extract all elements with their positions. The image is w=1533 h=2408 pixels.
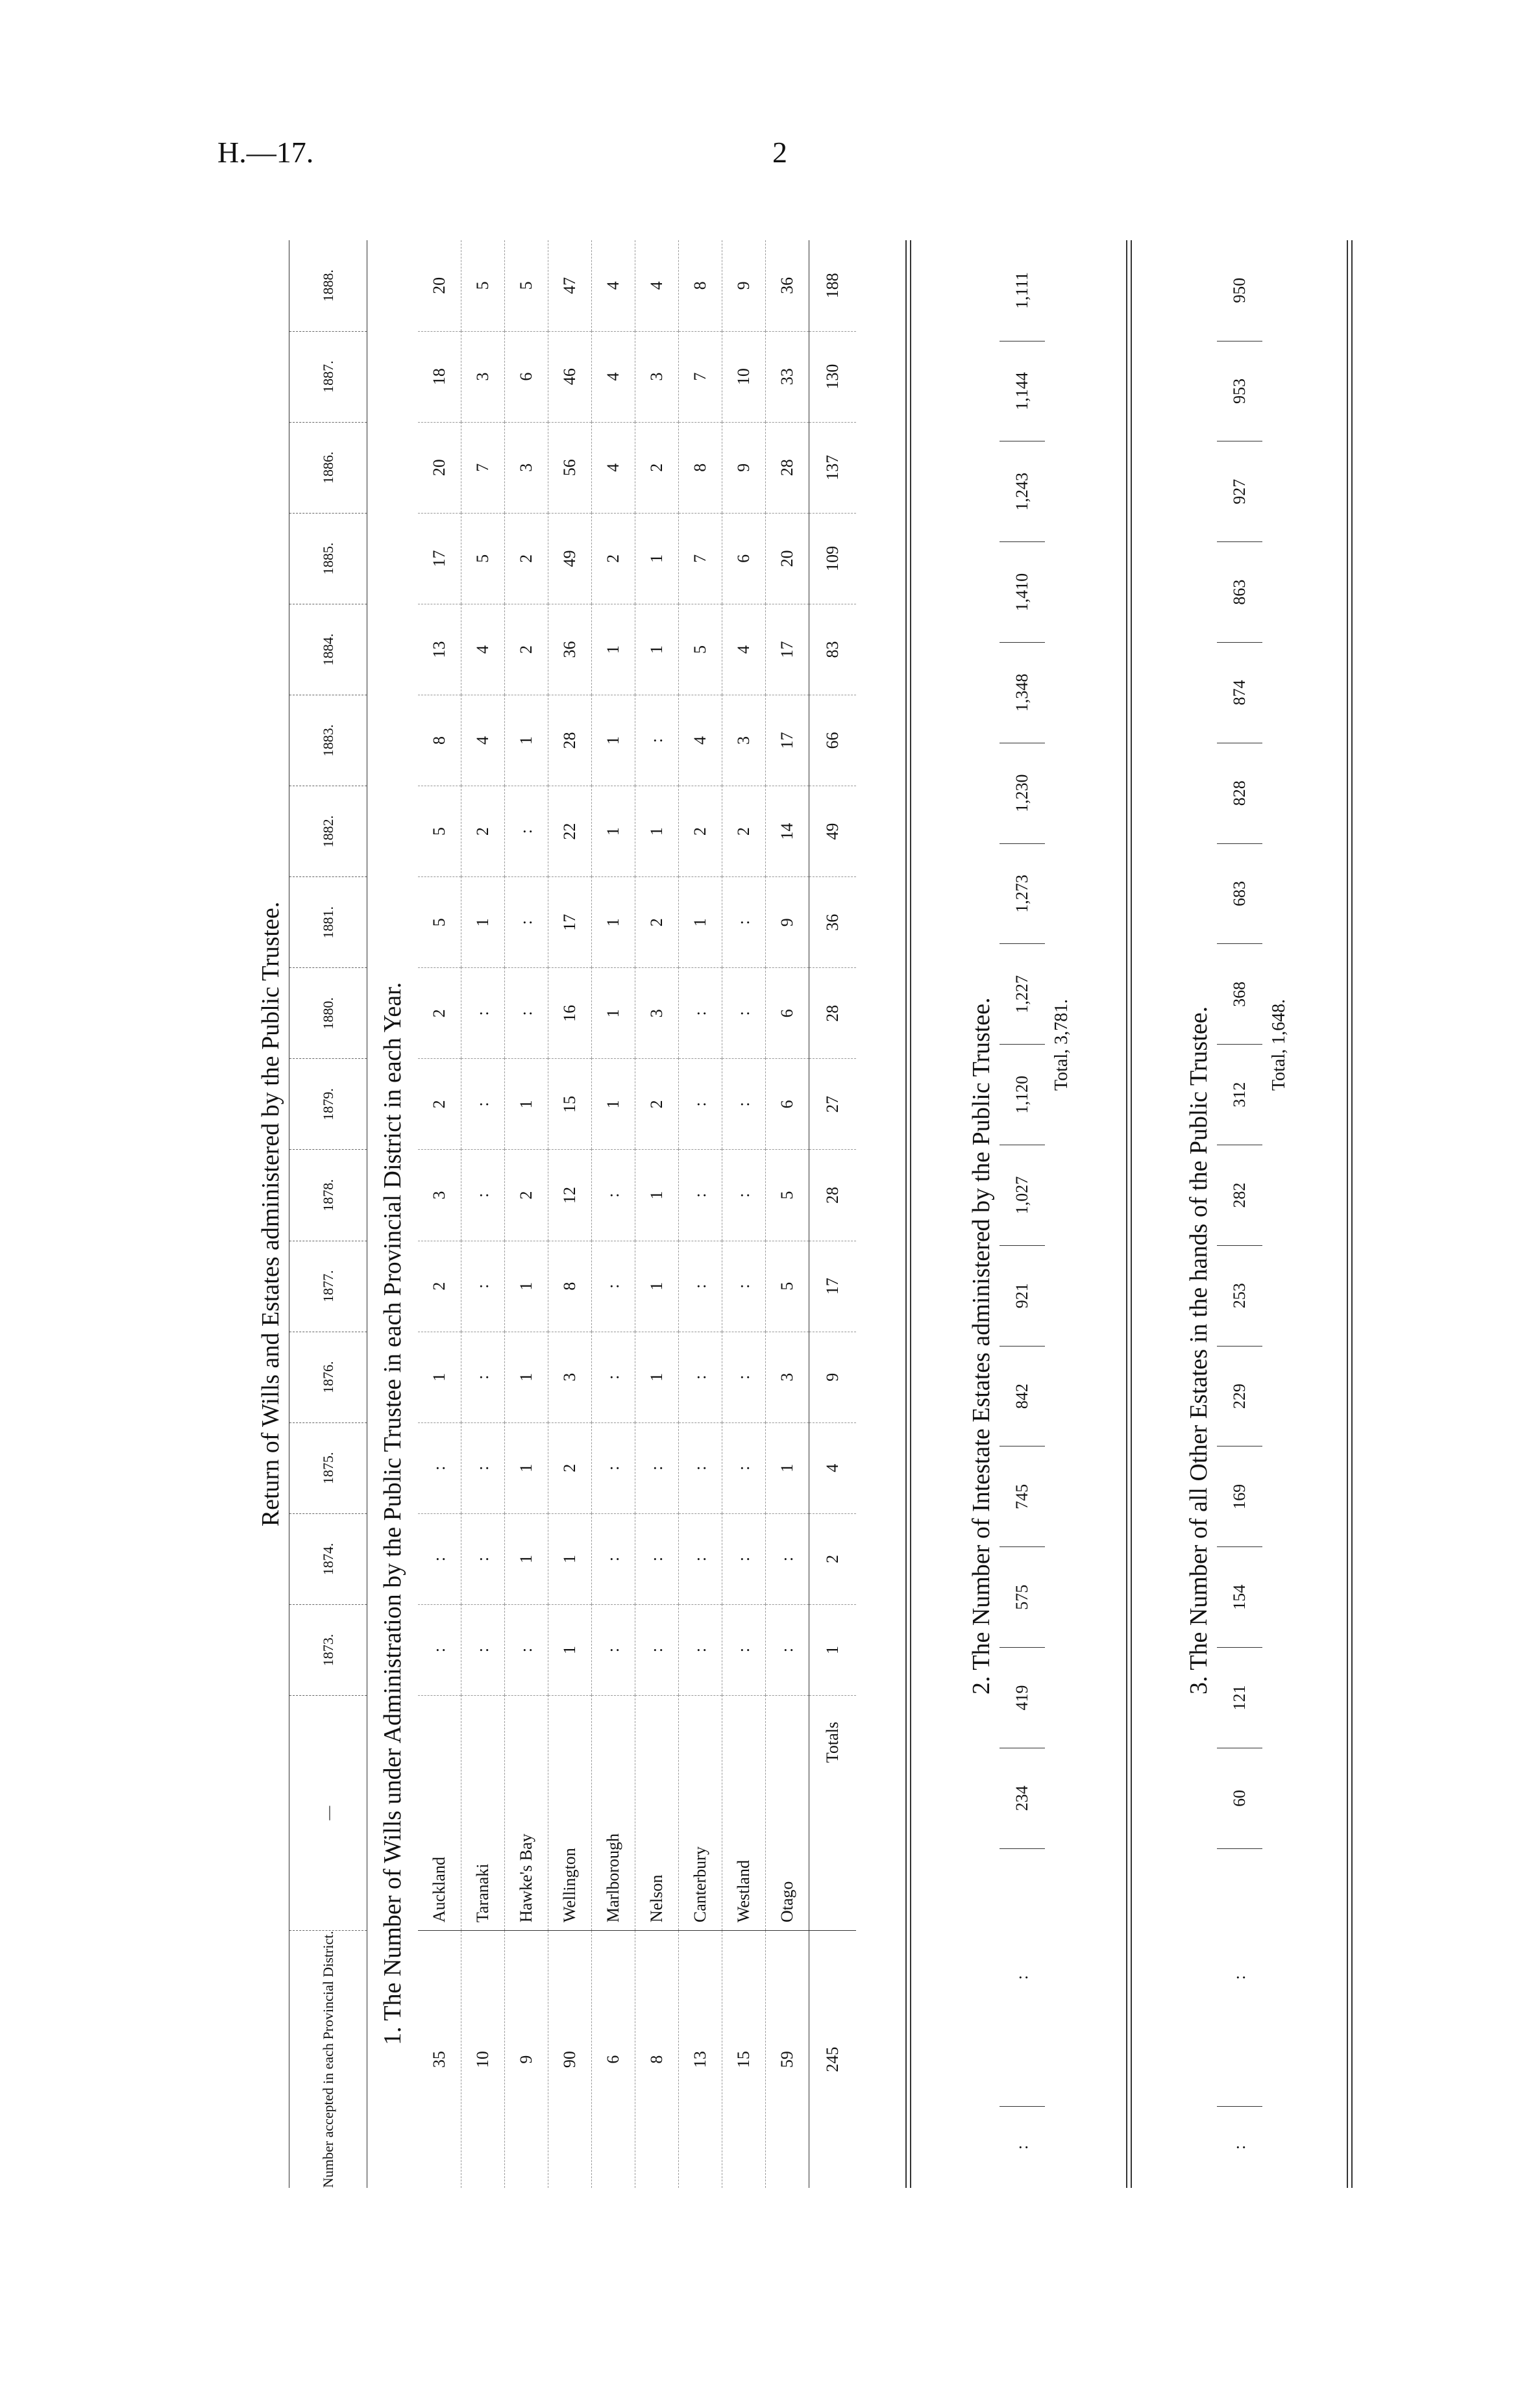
header-accepted: Number accepted in each Provincial District. — [289, 1931, 367, 2188]
district-name: Marlborough — [592, 1696, 635, 1931]
table-row — [461, 240, 505, 2188]
year-count: 1,410 — [1000, 542, 1045, 643]
accepted-count: 10 — [461, 1931, 505, 2188]
year-value: 2 — [461, 786, 505, 877]
year-value: 20 — [418, 240, 461, 331]
year-count: 312 — [1217, 1045, 1262, 1145]
year-value: 6 — [505, 331, 548, 422]
district-name: Westland — [722, 1696, 766, 1931]
accepted-total: 245 — [809, 1931, 856, 2188]
year-value: : — [592, 1513, 635, 1604]
year-value: 36 — [766, 240, 809, 331]
year-header: 1881. — [289, 877, 367, 968]
year-value: 17 — [766, 695, 809, 786]
year-value: 22 — [548, 786, 592, 877]
year-value: 47 — [548, 240, 592, 331]
year-value: 2 — [505, 513, 548, 604]
year-header: 1882. — [289, 786, 367, 877]
rotated-return-table — [256, 240, 1392, 2188]
year-header: 1884. — [289, 604, 367, 695]
year-value: 6 — [722, 513, 766, 604]
year-value: 8 — [548, 1241, 592, 1332]
year-value: : — [461, 1150, 505, 1241]
district-name: Auckland — [418, 1696, 461, 1931]
totals-label: Totals — [809, 1696, 856, 1931]
year-header: 1883. — [289, 695, 367, 786]
year-value: 5 — [461, 240, 505, 331]
year-value: 1 — [635, 1150, 679, 1241]
year-value: 4 — [592, 240, 635, 331]
district-name: Canterbury — [679, 1696, 722, 1931]
year-value: : — [635, 1513, 679, 1604]
year-value: : — [461, 1241, 505, 1332]
year-value: 17 — [766, 604, 809, 695]
year-value: 1 — [592, 604, 635, 695]
other-estates-row — [1217, 240, 1262, 2188]
year-value: : — [766, 1604, 809, 1695]
year-count: 229 — [1217, 1346, 1262, 1446]
accepted-count: 15 — [722, 1931, 766, 2188]
year-value: : — [635, 1422, 679, 1513]
year-value: 18 — [418, 331, 461, 422]
year-value: 2 — [592, 513, 635, 604]
year-value: 5 — [505, 240, 548, 331]
year-count: 1,111 — [1000, 240, 1045, 341]
intestate-caption: 2. The Number of Intestate Estates administered by the Public Trustee. — [968, 997, 995, 1694]
year-value: : — [679, 1150, 722, 1241]
year-value: 2 — [418, 1241, 461, 1332]
year-value: 28 — [766, 422, 809, 513]
year-total: 83 — [809, 604, 856, 695]
year-count: 1,027 — [1000, 1145, 1045, 1246]
year-total: 109 — [809, 513, 856, 604]
accepted-count: 13 — [679, 1931, 722, 2188]
accepted-count: 59 — [766, 1931, 809, 2188]
year-header: 1877. — [289, 1241, 367, 1332]
year-value: 4 — [461, 604, 505, 695]
wills-table — [289, 240, 856, 2188]
accepted-count: 35 — [418, 1931, 461, 2188]
year-value: : — [679, 1332, 722, 1422]
year-value: : — [592, 1604, 635, 1695]
year-value: 3 — [505, 422, 548, 513]
year-value: 1 — [766, 1422, 809, 1513]
year-value: 56 — [548, 422, 592, 513]
year-count: 1,348 — [1000, 642, 1045, 743]
double-rule — [1126, 240, 1132, 2188]
year-value: 7 — [461, 422, 505, 513]
page-reference: H.—17. — [217, 136, 314, 169]
year-value: 8 — [418, 695, 461, 786]
year-value: : — [461, 1422, 505, 1513]
year-value: : — [679, 1059, 722, 1150]
year-value: 6 — [766, 968, 809, 1059]
year-value: : — [461, 1332, 505, 1422]
year-value: : — [592, 1241, 635, 1332]
year-value: 7 — [679, 331, 722, 422]
year-value: : — [679, 1513, 722, 1604]
accepted-count: 9 — [505, 1931, 548, 2188]
year-total: 1 — [809, 1604, 856, 1695]
year-value: : — [722, 1059, 766, 1150]
year-value: 15 — [548, 1059, 592, 1150]
year-value: : — [766, 1513, 809, 1604]
year-count: 1,243 — [1000, 441, 1045, 542]
year-value: 4 — [592, 331, 635, 422]
intestate-row — [1000, 240, 1045, 2188]
year-value: 2 — [635, 422, 679, 513]
year-value: : — [505, 1604, 548, 1695]
year-value: 1 — [635, 513, 679, 604]
year-value: 9 — [766, 877, 809, 968]
year-value: 12 — [548, 1150, 592, 1241]
year-value: 20 — [766, 513, 809, 604]
wills-caption: 1. The Number of Wills under Administration by the Public Trustee in each Provincial District in each Year. — [378, 982, 406, 2045]
year-count: 154 — [1217, 1547, 1262, 1648]
year-value: : — [592, 1422, 635, 1513]
year-value: 1 — [505, 1422, 548, 1513]
year-count: 253 — [1217, 1245, 1262, 1346]
year-value: 4 — [722, 604, 766, 695]
table-row — [766, 240, 809, 2188]
year-count: 874 — [1217, 642, 1262, 743]
year-count: 1,144 — [1000, 341, 1045, 441]
wills-caption-row — [367, 240, 418, 2188]
year-total: 2 — [809, 1513, 856, 1604]
table-row — [592, 240, 635, 2188]
year-header: 1878. — [289, 1150, 367, 1241]
year-count: 1,273 — [1000, 843, 1045, 944]
header-district: — — [289, 1696, 367, 1931]
year-value: : — [722, 1332, 766, 1422]
year-value: : — [592, 1150, 635, 1241]
year-total: 36 — [809, 877, 856, 968]
year-value: 1 — [505, 695, 548, 786]
other-estates-table — [1217, 240, 1262, 2188]
table-row — [505, 240, 548, 2188]
year-header: 1880. — [289, 968, 367, 1059]
year-value: 49 — [548, 513, 592, 604]
year-value: 1 — [635, 1332, 679, 1422]
year-total: 137 — [809, 422, 856, 513]
year-value: 1 — [592, 1059, 635, 1150]
year-total: 4 — [809, 1422, 856, 1513]
year-value: 1 — [548, 1604, 592, 1695]
year-count: 1,227 — [1000, 944, 1045, 1045]
accepted-count: 6 — [592, 1931, 635, 2188]
year-value: 36 — [548, 604, 592, 695]
district-name: Taranaki — [461, 1696, 505, 1931]
year-value: 28 — [548, 695, 592, 786]
year-value: : — [722, 1150, 766, 1241]
year-value: 2 — [418, 968, 461, 1059]
year-value: 1 — [635, 604, 679, 695]
year-value: 5 — [766, 1241, 809, 1332]
year-value: 14 — [766, 786, 809, 877]
district-name: Hawke's Bay — [505, 1696, 548, 1931]
double-rule — [905, 240, 911, 2188]
year-total: 9 — [809, 1332, 856, 1422]
year-value: : — [722, 968, 766, 1059]
other-estates-caption: 3. The Number of all Other Estates in the hands of the Public Trustee. — [1185, 1006, 1212, 1694]
year-value: : — [592, 1332, 635, 1422]
year-value: 1 — [635, 786, 679, 877]
year-count: 950 — [1217, 240, 1262, 341]
year-value: 5 — [418, 877, 461, 968]
year-value: 5 — [418, 786, 461, 877]
year-count: 121 — [1217, 1648, 1262, 1748]
year-count: 234 — [1000, 1748, 1045, 1848]
year-value: 8 — [679, 240, 722, 331]
year-value: : — [722, 1513, 766, 1604]
year-value: : — [461, 1513, 505, 1604]
year-header: 1885. — [289, 513, 367, 604]
year-value: 3 — [548, 1332, 592, 1422]
year-value: 20 — [418, 422, 461, 513]
accepted-count: 8 — [635, 1931, 679, 2188]
year-value: 1 — [505, 1059, 548, 1150]
year-value: 5 — [766, 1150, 809, 1241]
year-value: 1 — [592, 695, 635, 786]
year-value: : — [722, 1241, 766, 1332]
year-count: 842 — [1000, 1346, 1045, 1446]
year-value: 2 — [722, 786, 766, 877]
district-name: Wellington — [548, 1696, 592, 1931]
year-value: 1 — [461, 877, 505, 968]
year-value: : — [461, 1059, 505, 1150]
year-count: 169 — [1217, 1446, 1262, 1547]
table-row — [418, 240, 461, 2188]
year-count: 1,230 — [1000, 743, 1045, 843]
wills-header-row — [289, 240, 367, 2188]
district-name: Nelson — [635, 1696, 679, 1931]
year-value: 2 — [505, 1150, 548, 1241]
accepted-blank: : — [1230, 2144, 1249, 2150]
district-name: Otago — [766, 1696, 809, 1931]
year-value: 4 — [461, 695, 505, 786]
year-value: 2 — [505, 604, 548, 695]
year-header: 1875. — [289, 1422, 367, 1513]
year-value: : — [679, 968, 722, 1059]
year-value: : — [461, 1604, 505, 1695]
year-value: 13 — [418, 604, 461, 695]
year-value: 17 — [548, 877, 592, 968]
table-row — [548, 240, 592, 2188]
year-value: : — [505, 786, 548, 877]
year-value: : — [505, 968, 548, 1059]
year-count: 683 — [1217, 843, 1262, 944]
year-count: 419 — [1000, 1648, 1045, 1748]
year-value: 16 — [548, 968, 592, 1059]
year-value: : — [722, 1422, 766, 1513]
table-row — [722, 240, 766, 2188]
year-value: 1 — [505, 1332, 548, 1422]
year-total: 27 — [809, 1059, 856, 1150]
year-total: 188 — [809, 240, 856, 331]
double-rule — [1347, 240, 1353, 2188]
year-value: 4 — [592, 422, 635, 513]
year-value: : — [679, 1604, 722, 1695]
year-value: : — [418, 1513, 461, 1604]
year-value: 8 — [679, 422, 722, 513]
year-total: 49 — [809, 786, 856, 877]
year-count: 1,120 — [1000, 1045, 1045, 1145]
year-value: : — [722, 877, 766, 968]
year-value: 1 — [548, 1513, 592, 1604]
year-header: 1887. — [289, 331, 367, 422]
year-total: 28 — [809, 1150, 856, 1241]
year-value: 9 — [722, 422, 766, 513]
year-value: 1 — [505, 1513, 548, 1604]
year-value: 1 — [592, 786, 635, 877]
accepted-count: 90 — [548, 1931, 592, 2188]
year-value: 3 — [722, 695, 766, 786]
year-count: 368 — [1217, 944, 1262, 1045]
year-value: 6 — [766, 1059, 809, 1150]
year-value: 3 — [418, 1150, 461, 1241]
year-value: 5 — [461, 513, 505, 604]
year-value: : — [505, 877, 548, 968]
year-count: 745 — [1000, 1446, 1045, 1547]
intestate-table — [1000, 240, 1045, 2188]
year-value: : — [635, 1604, 679, 1695]
year-value: : — [722, 1604, 766, 1695]
year-header: 1874. — [289, 1513, 367, 1604]
district-dots: : — [1217, 1848, 1262, 2106]
year-count: 863 — [1217, 542, 1262, 643]
year-value: 1 — [679, 877, 722, 968]
year-value: 1 — [505, 1241, 548, 1332]
year-value: : — [679, 1422, 722, 1513]
year-value: 2 — [635, 1059, 679, 1150]
year-value: 17 — [418, 513, 461, 604]
year-value: 3 — [635, 331, 679, 422]
totals-row — [809, 240, 856, 2188]
year-count: 282 — [1217, 1145, 1262, 1246]
year-header: 1873. — [289, 1604, 367, 1695]
year-value: 3 — [635, 968, 679, 1059]
year-value: 4 — [635, 240, 679, 331]
intestate-total: Total, 3,781. — [1051, 999, 1072, 1091]
year-value: 10 — [722, 331, 766, 422]
year-value: 3 — [461, 331, 505, 422]
year-value: : — [461, 968, 505, 1059]
year-value: 2 — [548, 1422, 592, 1513]
year-value: 5 — [679, 604, 722, 695]
year-value: : — [679, 1241, 722, 1332]
year-value: 1 — [592, 968, 635, 1059]
year-total: 130 — [809, 331, 856, 422]
year-value: 1 — [418, 1332, 461, 1422]
year-count: 927 — [1217, 441, 1262, 542]
year-value: 4 — [679, 695, 722, 786]
year-value: : — [418, 1422, 461, 1513]
year-value: 1 — [592, 877, 635, 968]
other-estates-total: Total, 1,648. — [1269, 999, 1289, 1091]
year-header: 1879. — [289, 1059, 367, 1150]
year-value: 33 — [766, 331, 809, 422]
year-value: 7 — [679, 513, 722, 604]
year-value: 3 — [766, 1332, 809, 1422]
table-row — [635, 240, 679, 2188]
year-total: 28 — [809, 968, 856, 1059]
year-count: 921 — [1000, 1245, 1045, 1346]
table-title: Return of Wills and Estates administered by the Public Trustee. — [257, 901, 284, 1527]
year-value: 1 — [635, 1241, 679, 1332]
page-number: 2 — [772, 136, 787, 169]
year-count: 60 — [1217, 1748, 1262, 1848]
year-value: 2 — [679, 786, 722, 877]
year-value: 46 — [548, 331, 592, 422]
year-header: 1886. — [289, 422, 367, 513]
district-dots: : — [1000, 1848, 1045, 2106]
year-header: 1888. — [289, 240, 367, 331]
year-value: 9 — [722, 240, 766, 331]
year-value: : — [418, 1604, 461, 1695]
table-row — [679, 240, 722, 2188]
year-count: 828 — [1217, 743, 1262, 843]
year-total: 17 — [809, 1241, 856, 1332]
year-value: : — [635, 695, 679, 786]
year-header: 1876. — [289, 1332, 367, 1422]
year-total: 66 — [809, 695, 856, 786]
year-value: 2 — [418, 1059, 461, 1150]
year-count: 953 — [1217, 341, 1262, 441]
accepted-blank: : — [1012, 2144, 1031, 2150]
year-count: 575 — [1000, 1547, 1045, 1648]
year-value: 2 — [635, 877, 679, 968]
